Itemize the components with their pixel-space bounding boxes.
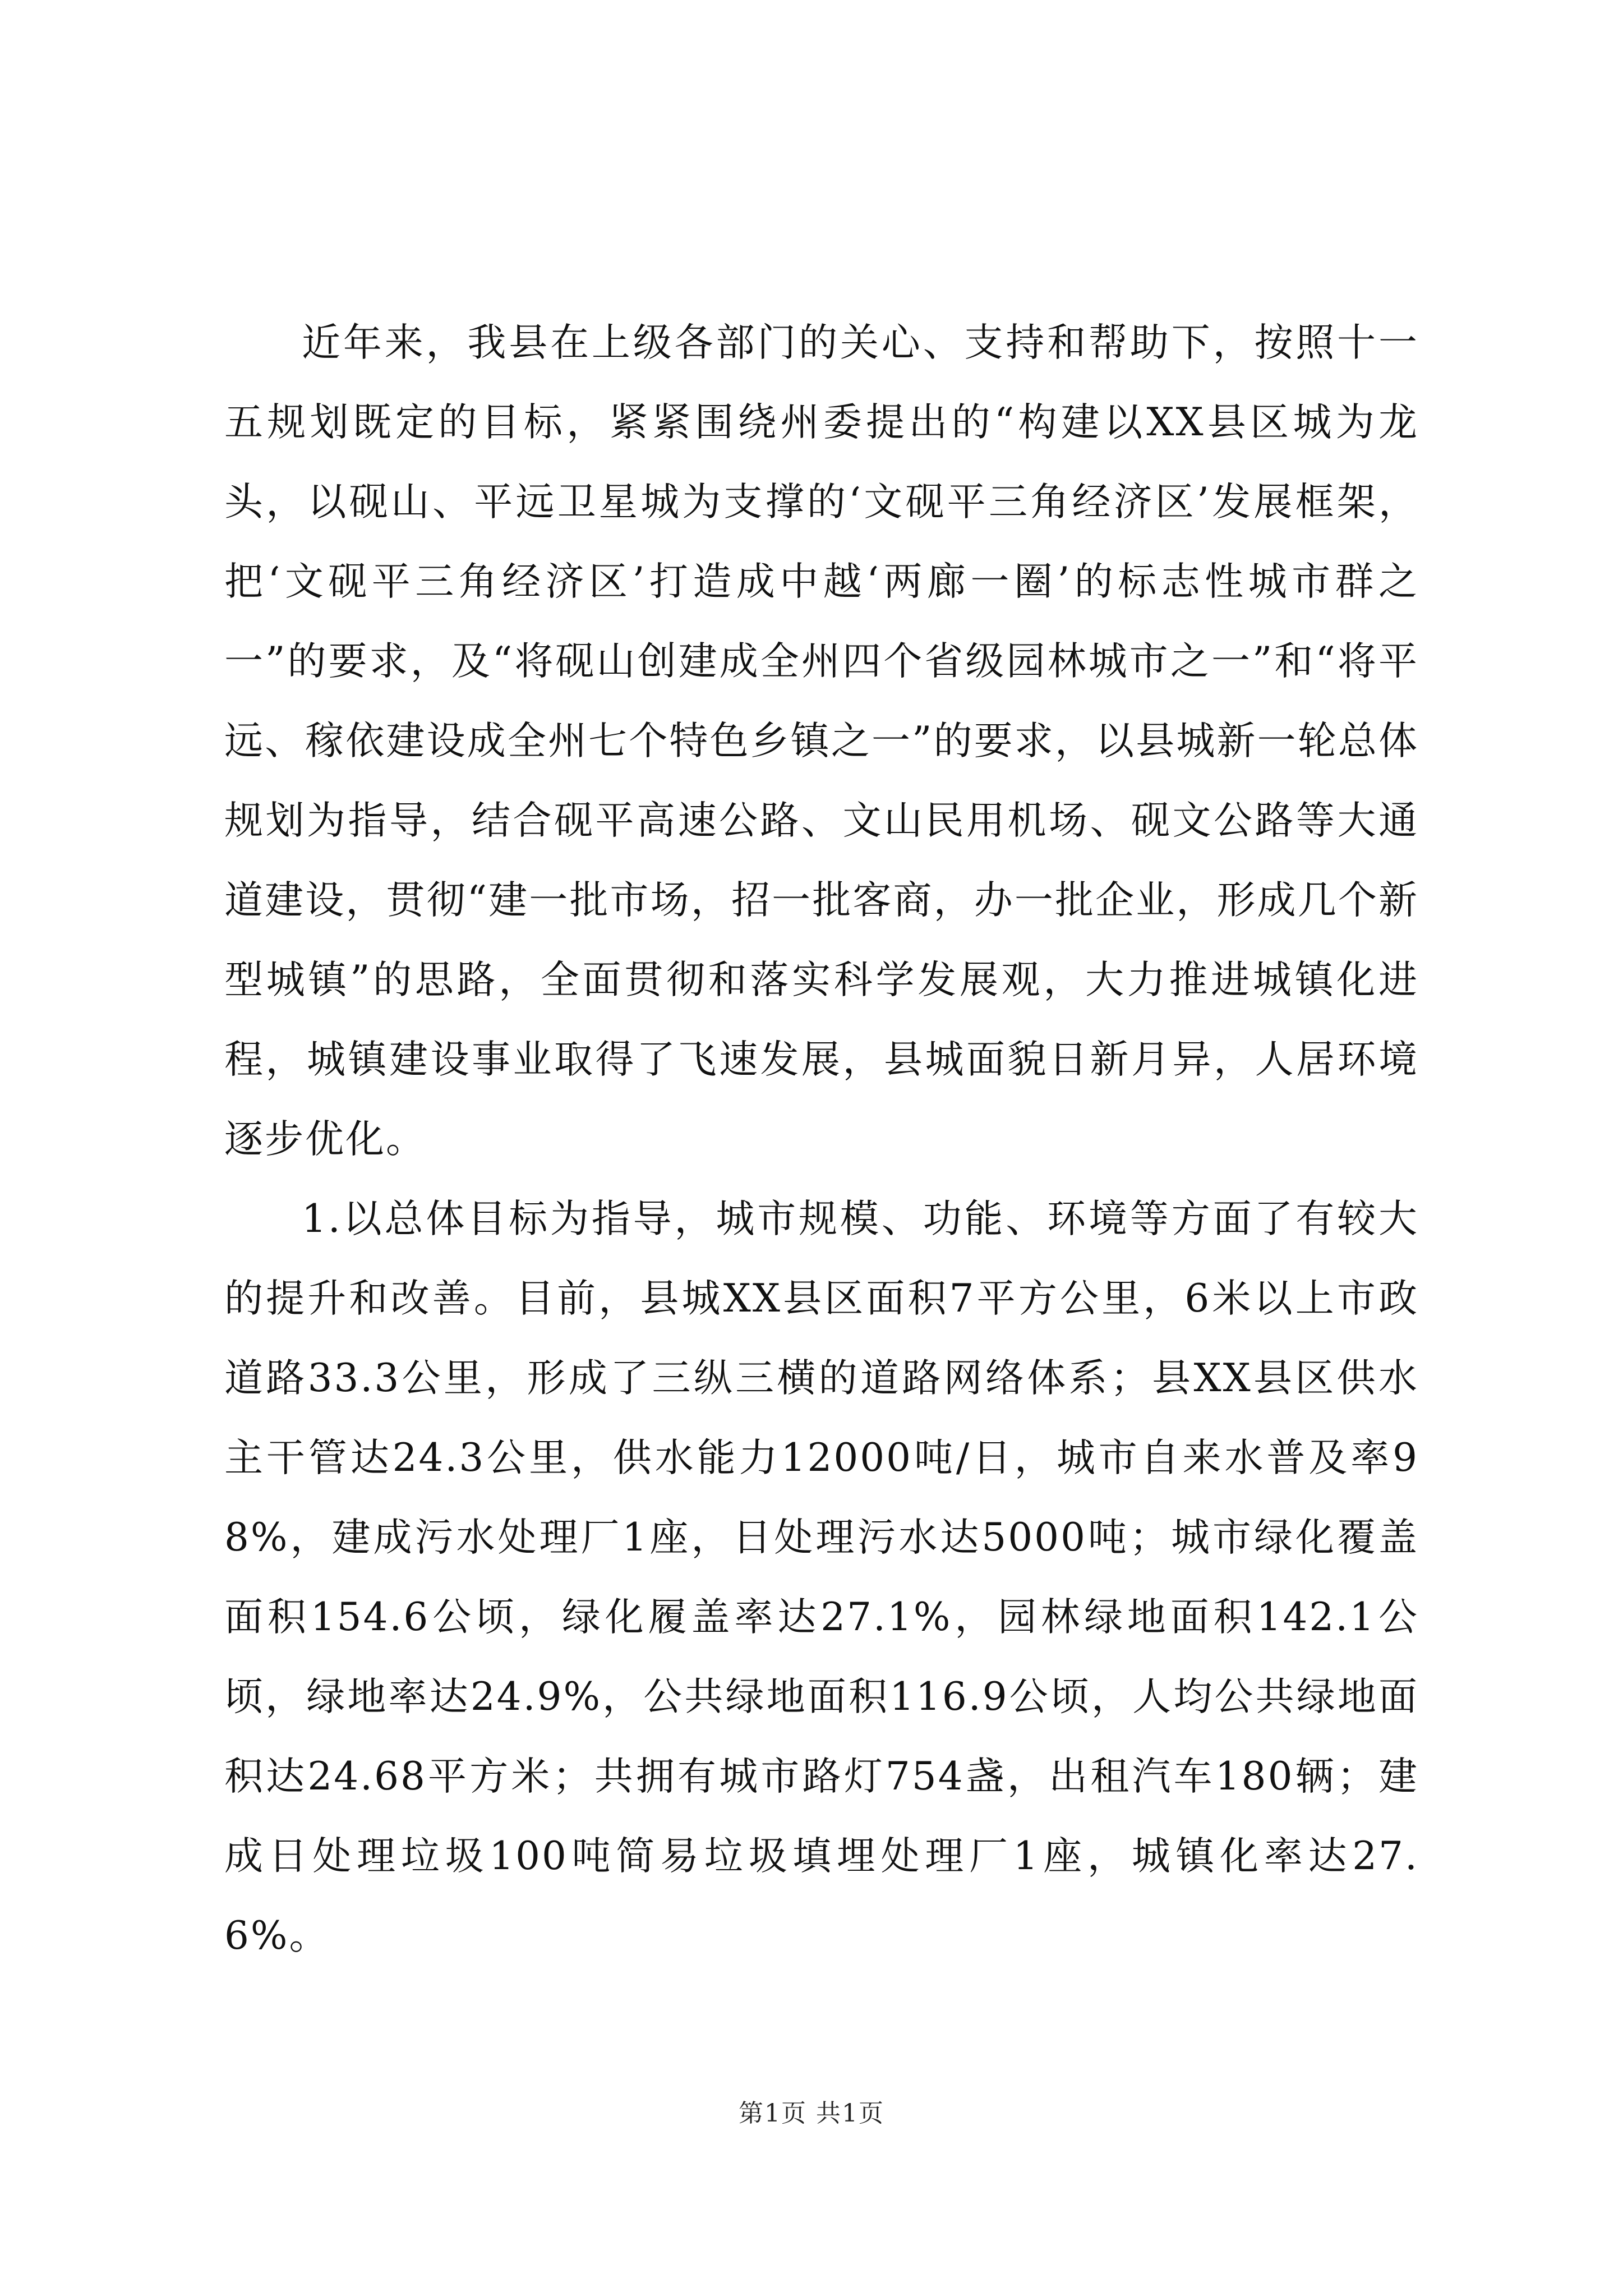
document-body (224, 303, 1419, 1976)
paragraph-point-1: 1.以总体目标为指导，城市规模、功能、环境等方面了有较大的提升和改善。目前，县城XX县区面积7平方公里，6米以上市政道路33.3公里，形成了三纵三横的道路网络体系；县XX县区供水主干管达24.3公里，供水能力12000吨/日，城市自来水普及率98%，建成污水处理厂1座，日处理污水达5000吨；城市绿化覆盖面积154.6公顷，绿化履盖率达27.1%，园林绿地面积142.1公顷，绿地率达24.9%，公共绿地面积116.9公顷，人均公共绿地面积达24.68平方米；共拥有城市路灯754盏，出租汽车180辆；建成日处理垃圾100吨简易垃圾填埋处理厂1座，城镇化率达27.6%。 (224, 1197, 1419, 1958)
paragraph-intro: 近年来，我县在上级各部门的关心、支持和帮助下，按照十一五规划既定的目标，紧紧围绕州委提出的“构建以XX县区城为龙头，以砚山、平远卫星城为支撑的‘文砚平三角经济区’发展框架，把‘文砚平三角经济区’打造成中越‘两廊一圈’的标志性城市群之一”的要求，及“将砚山创建成全州四个省级园林城市之一”和“将平远、稼依建设成全州七个特色乡镇之一”的要求，以县城新一轮总体规划为指导，结合砚平高速公路、文山民用机场、砚文公路等大通道建设，贯彻“建一批市场，招一批客商，办一批企业，形成几个新型城镇”的思路，全面贯彻和落实科学发展观，大力推进城镇化进程，城镇建设事业取得了飞速发展，县城面貌日新月异，人居环境逐步优化。 (224, 320, 1419, 1162)
page-footer: 第1页 共1页 (739, 2099, 884, 2128)
